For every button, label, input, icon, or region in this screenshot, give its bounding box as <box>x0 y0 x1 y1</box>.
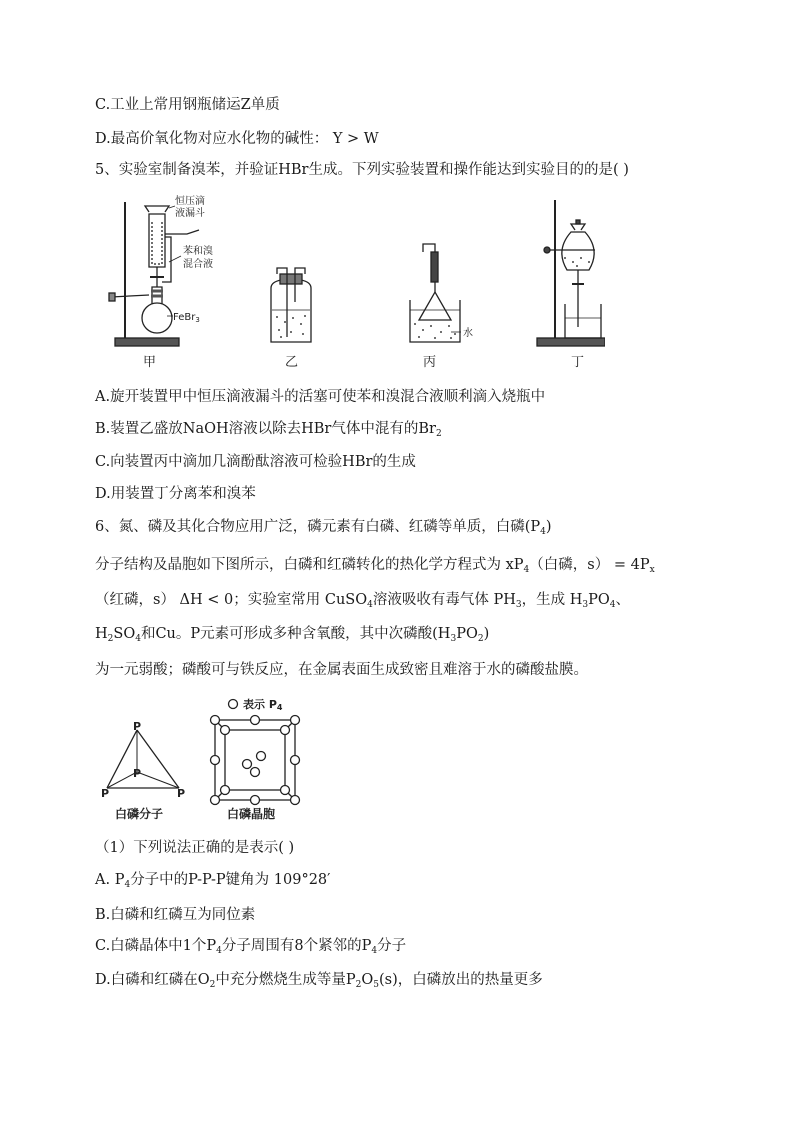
q5-option-d: D.用装置丁分离苯和溴苯 <box>95 486 256 502</box>
apparatus-jia <box>109 202 199 346</box>
q5-option-b: B.装置乙盛放NaOH溶液以除去HBr气体中混有的$Br_2$ <box>95 421 442 439</box>
label-yi: 乙 <box>285 355 299 370</box>
q6-option-b: B.白磷和红磷互为同位素 <box>95 907 256 923</box>
question-6-line-5: 为一元弱酸；磷酸可与铁反应，在金属表面生成致密且难溶于水的磷酸盐膜。 <box>95 662 588 678</box>
apparatus-bing <box>410 244 461 342</box>
atom-p-center: P <box>133 767 142 780</box>
label-mixture-1: 苯和溴 <box>183 246 213 257</box>
q6-option-c: C.白磷晶体中1个$P_4$分子周围有8个紧邻的$P_4$分子 <box>95 938 407 956</box>
label-funnel-1: 恒压滴 <box>175 196 205 207</box>
question-6-line-4: $H_2SO_4$和Cu。P元素可形成多种含氧酸，其中次磷酸$(H_3PO_2)$ <box>95 626 490 644</box>
apparatus-figure <box>105 192 605 372</box>
caption-cell: 白磷晶胞 <box>227 807 276 821</box>
label-jia: 甲 <box>143 355 157 370</box>
question-6-line-3: （红磷，s） ΔH < 0；实验室常用 CuSO$_4$溶液吸收有毒气体 $PH_3$，生成 $H_3PO_4$、 <box>95 592 630 610</box>
option-c-prev: C.工业上常用钢瓶储运Z单质 <box>95 97 280 113</box>
white-phosphorus-unit-cell <box>211 700 300 805</box>
phosphorus-figure <box>95 692 315 827</box>
option-d-prev: D.最高价氧化物对应水化物的碱性： Y > W <box>95 131 379 147</box>
question-6-line-1: 6、氮、磷及其化合物应用广泛，磷元素有白磷、红磷等单质，白磷$(P_4)$ <box>95 519 552 537</box>
label-funnel-2: 液漏斗 <box>175 208 205 219</box>
question-5: 5、实验室制备溴苯，并验证HBr生成。下列实验装置和操作能达到实验目的的是( ) <box>95 162 629 178</box>
white-phosphorus-molecule <box>107 730 179 788</box>
atom-p-left: P <box>101 787 110 800</box>
q5-option-a: A.旋开装置甲中恒压滴液漏斗的活塞可使苯和溴混合液顺利滴入烧瓶中 <box>95 389 546 405</box>
atom-p-top: P <box>133 720 142 733</box>
label-mixture-2: 混合液 <box>183 259 213 270</box>
label-bing: 丙 <box>423 355 437 370</box>
legend-circle <box>229 700 238 709</box>
caption-molecule: 白磷分子 <box>115 807 164 821</box>
q6-option-a: A. $P_4$分子中的P-P-P键角为 109°28′ <box>95 872 331 890</box>
apparatus-yi <box>271 268 311 342</box>
cell-legend: 表示 P4 <box>243 698 283 712</box>
label-catalyst: FeBr$_3$ <box>173 312 200 324</box>
atom-p-right: P <box>177 787 186 800</box>
q6-option-d: D.白磷和红磷在$O_2$中充分燃烧生成等量$P_2O_5(s)$，白磷放出的热量更多 <box>95 972 543 990</box>
label-water: 水 <box>463 328 473 339</box>
apparatus-ding <box>537 200 605 346</box>
label-ding: 丁 <box>571 355 585 370</box>
question-6-line-2: 分子结构及晶胞如下图所示，白磷和红磷转化的热化学方程式为 $xP_4$（白磷，$s) = 4P_x$ <box>95 557 655 575</box>
question-6-part-1: （1）下列说法正确的是表示( ) <box>95 840 295 856</box>
q5-option-c: C.向装置丙中滴加几滴酚酞溶液可检验HBr的生成 <box>95 454 416 470</box>
